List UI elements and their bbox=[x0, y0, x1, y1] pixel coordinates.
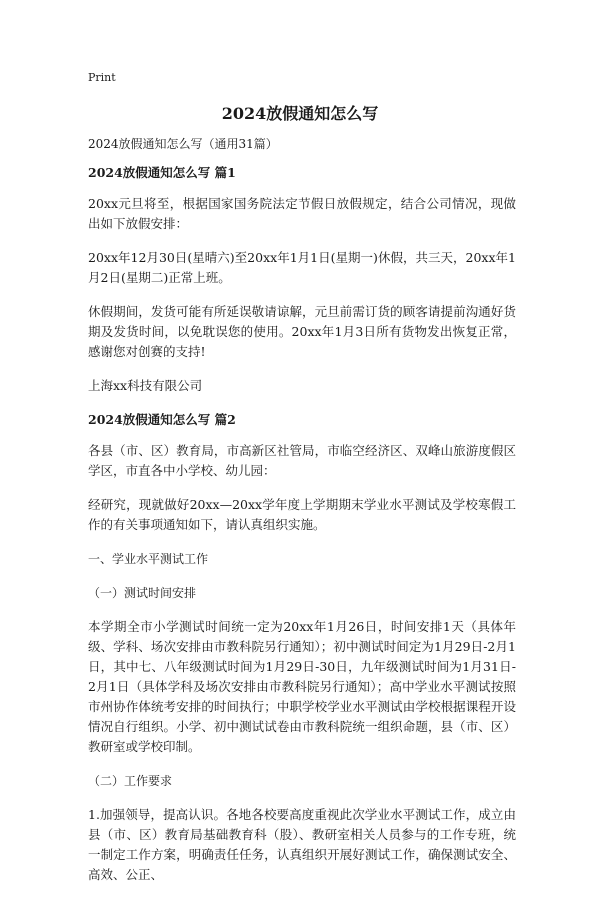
paragraph: 20xx元旦将至，根据国家国务院法定节假日放假规定，结合公司情况，现做出如下放假安排： bbox=[88, 196, 516, 231]
subheading: 一、学业水平测试工作 bbox=[88, 552, 209, 566]
paragraph: 20xx年12月30日(星晴六)至20xx年1月1日(星期一)休假，共三天，20xx年1月2日(星期二)正常上班。 bbox=[88, 250, 516, 285]
print-link[interactable]: Print bbox=[88, 71, 116, 84]
paragraph: 经研究，现就做好20xx—20xx学年度上学期期末学业水平测试及学校寒假工作的有关事项通知如下，请认真组织实施。 bbox=[88, 497, 516, 532]
section-heading-2: 2024放假通知怎么写 篇2 bbox=[88, 412, 236, 427]
section-heading-1: 2024放假通知怎么写 篇1 bbox=[88, 165, 236, 180]
paragraph: 本学期全市小学测试时间统一定为20xx年1月26日，时间安排1天（具体年级、学科、场次安排由市教科院另行通知）；初中测试时间定为1月29日-2月1日，其中七、八年级测试时间为1月29日-30日，九年级测试时间为1月31日-2月1日（具体学科及场次安排由市教科院另行通知）；高中学业水平测试按照市州协作体统考安排的时间执行；中职学校学业水平测试由学校根据课程开设情况自行组织。小学、初中测试试卷由市教科院统一组织命题，县（市、区）教研室或学校印制。 bbox=[88, 619, 516, 754]
paragraph: 休假期间，发货可能有所延误敬请谅解，元旦前需订货的顾客请提前沟通好货期及发货时间，以免耽误您的使用。20xx年1月3日所有货物发出恢复正常，感谢您对创赛的支持! bbox=[88, 304, 516, 359]
subheading: （一）测试时间安排 bbox=[88, 586, 197, 600]
paragraph: 各县（市、区）教育局，市高新区社管局，市临空经济区、双峰山旅游度假区学区，市直各中小学校、幼儿园： bbox=[88, 443, 516, 478]
subheading: （二）工作要求 bbox=[88, 774, 173, 788]
document-title: 2024放假通知怎么写 bbox=[221, 104, 379, 123]
signature: 上海xx科技有限公司 bbox=[88, 378, 203, 393]
document-subtitle: 2024放假通知怎么写（通用31篇） bbox=[88, 137, 278, 151]
paragraph: 1.加强领导，提高认识。各地各校要高度重视此次学业水平测试工作，成立由县（市、区）教育局基础教育科（股）、教研室相关人员参与的工作专班，统一制定工作方案，明确责任任务，认真组织开展好测试工作，确保测试安全、高效、公正、 bbox=[88, 807, 516, 882]
document-body bbox=[88, 134, 516, 899]
